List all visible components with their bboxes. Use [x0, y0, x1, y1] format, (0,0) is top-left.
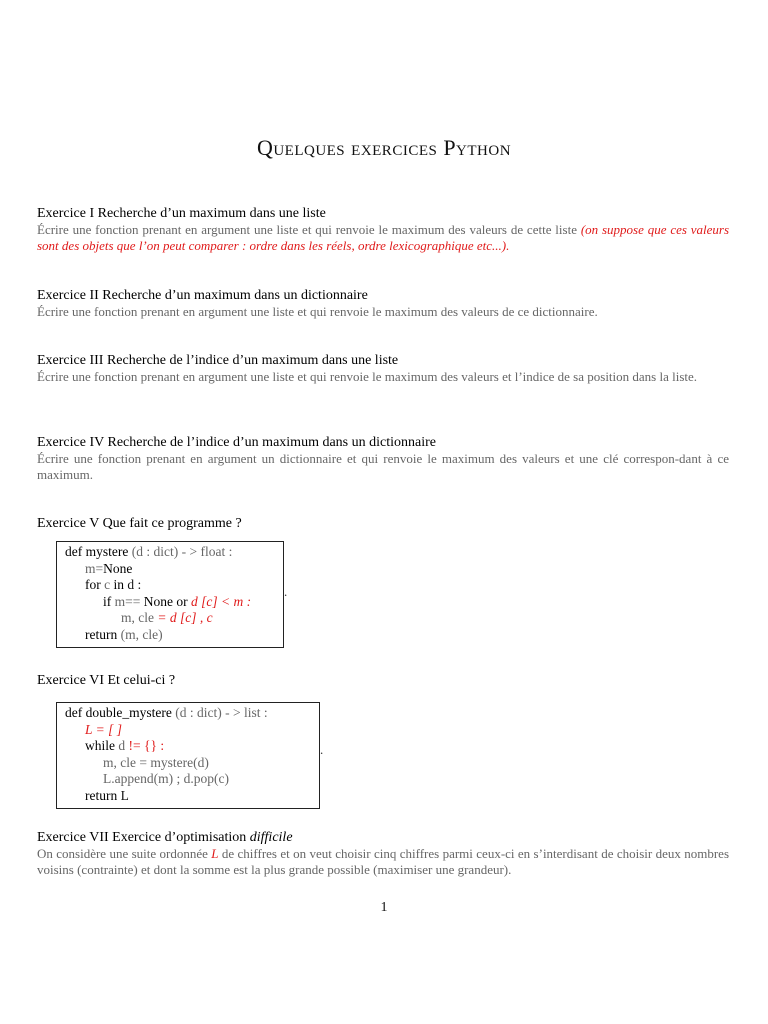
code-text: m, cle: [121, 610, 154, 626]
code-line: [65, 627, 275, 644]
code-line: [65, 594, 275, 611]
code-keyword: for: [85, 577, 101, 593]
code-line: [65, 561, 275, 578]
exercise-7-body-text: On considère une suite ordonnée: [37, 846, 208, 861]
exercise-4-body: Écrire une fonction prenant en argument un dictionnaire et qui renvoie le maximum des valeurs et une clé correspon-dant à ce maximum.: [37, 451, 729, 482]
code-keyword: if: [103, 593, 112, 609]
code-red-expr: L = [ ]: [85, 721, 123, 737]
exercise-2: [37, 287, 729, 320]
exercise-5-title: Exercice V Que fait ce programme ?: [37, 516, 242, 531]
code-line: [65, 705, 311, 722]
code-keyword: None or: [143, 593, 188, 609]
code-text: c: [100, 577, 114, 593]
code-text: m==: [111, 593, 144, 609]
page-number: 1: [380, 900, 388, 915]
code-line: [65, 788, 311, 805]
code-keyword: None: [103, 560, 133, 576]
exercise-1-title: Exercice I Recherche d’un maximum dans une liste: [37, 206, 326, 221]
code-text: m=: [85, 560, 104, 576]
code-keyword: while: [85, 738, 115, 754]
exercise-1-body-text: Écrire une fonction prenant en argument une liste et qui renvoie le maximum des valeurs de cette liste: [37, 222, 577, 237]
code-text: (d : dict) - > list :: [171, 705, 268, 720]
exercise-6: [37, 672, 729, 689]
code-line: [65, 610, 275, 627]
code-keyword: def double_mystere: [65, 705, 172, 720]
trailing-period: .: [284, 584, 288, 599]
code-line: [65, 577, 275, 594]
exercise-2-title: Exercice II Recherche d’un maximum dans un dictionnaire: [37, 288, 368, 303]
code-keyword: in: [113, 577, 125, 593]
exercise-4: [37, 434, 729, 483]
exercise-1-body-note-cont: que ces valeurs sont des objets que l’on peut comparer : ordre dans les réels, ordre lexicographique etc...).: [37, 222, 730, 253]
code-line: [65, 722, 311, 739]
exercise-7-body-var: L: [211, 846, 219, 861]
exercise-7: [37, 829, 729, 878]
page-title: Quelques exercices Python: [256, 135, 512, 160]
exercise-3: [37, 352, 729, 385]
exercise-7-body-text-cont: de chiffres et on veut choisir cinq chiffres parmi ceux-ci en s’interdisant de choisir deux nombres voisins (contrainte) et dont la somme est la plus grande possible (maximiser une grandeur).: [37, 846, 730, 877]
code-text: (d : dict) - > float :: [128, 544, 233, 559]
code-block-mystere: [56, 541, 284, 648]
code-red-expr: = d [c] , c: [154, 610, 213, 626]
exercise-7-title-text: Exercice VII Exercice d’optimisation: [37, 830, 247, 845]
exercise-1-body-note: (on suppose: [580, 222, 644, 237]
code-keyword: return: [85, 626, 118, 642]
exercise-3-body: Écrire une fonction prenant en argument une liste et qui renvoie le maximum des valeurs et l’indice de sa position dans la liste.: [37, 369, 698, 384]
code-line: L.append(m) ; d.pop(c): [103, 771, 229, 787]
exercise-7-title: [37, 829, 729, 846]
code-text: d :: [124, 577, 142, 593]
exercise-3-title: Exercice III Recherche de l’indice d’un maximum dans une liste: [37, 353, 399, 368]
exercise-6-title: Exercice VI Et celui-ci ?: [37, 673, 176, 688]
trailing-period: .: [320, 742, 324, 757]
code-red-expr: d [c] < m :: [187, 593, 252, 609]
code-text: L: [117, 787, 129, 803]
exercise-2-body: Écrire une fonction prenant en argument une liste et qui renvoie le maximum des valeurs de ce dictionnaire.: [37, 304, 598, 319]
code-keyword: return: [85, 787, 118, 803]
exercise-7-title-emph: difficile: [249, 830, 293, 845]
code-block-double-mystere: [56, 702, 320, 809]
exercise-4-title: Exercice IV Recherche de l’indice d’un maximum dans un dictionnaire: [37, 435, 436, 450]
exercise-7-body: [37, 846, 729, 878]
exercise-5: [37, 515, 729, 532]
code-keyword: def mystere: [65, 544, 129, 559]
code-text: (m, cle): [117, 626, 163, 642]
code-line: [65, 738, 311, 755]
exercise-1: [37, 205, 729, 254]
code-line: m, cle = mystere(d): [103, 754, 209, 770]
code-text: d: [115, 738, 129, 754]
exercise-1-body: [37, 222, 729, 254]
code-red-expr: != {} :: [128, 738, 165, 754]
code-line: [65, 544, 275, 561]
